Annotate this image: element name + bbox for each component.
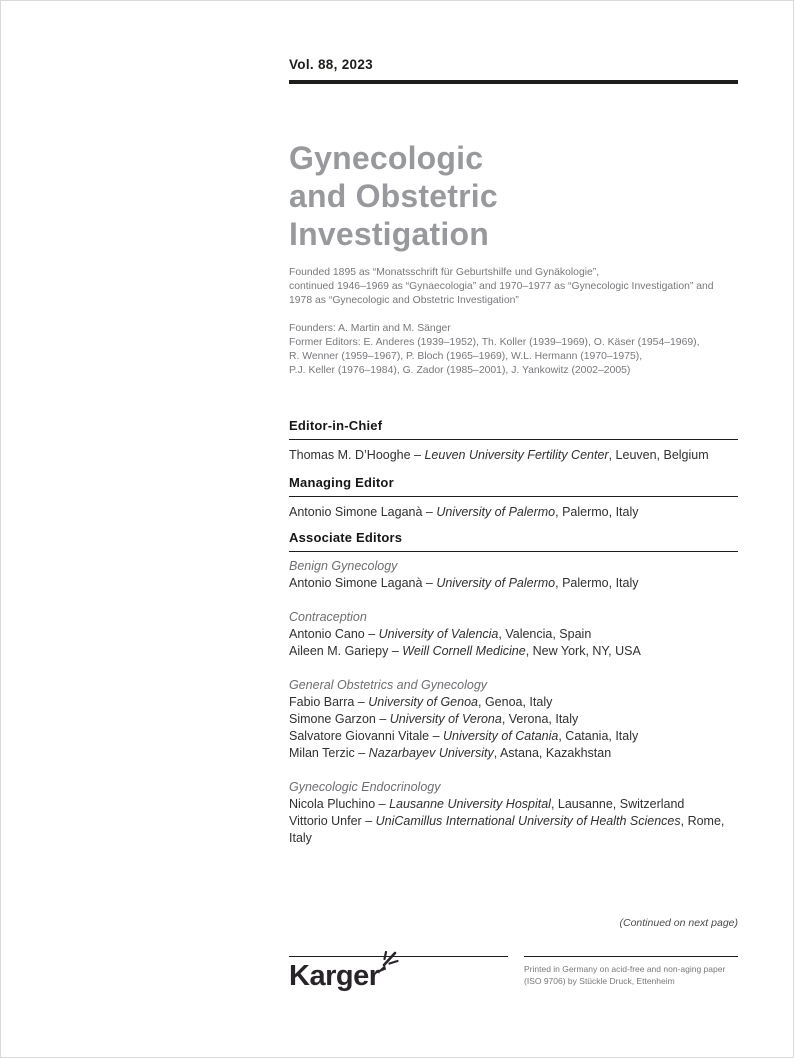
group-topic: Contraception (289, 610, 367, 624)
section-managing-editor (289, 475, 738, 521)
karger-logo-mark-icon (373, 951, 399, 976)
section-associate-editors (289, 530, 738, 847)
masthead-rule (289, 80, 738, 84)
editor-entry: Antonio Simone Laganà – University of Palermo, Palermo, Italy (289, 576, 639, 590)
group-topic: General Obstetrics and Gynecology (289, 678, 488, 692)
page-content (289, 1, 738, 1057)
karger-logo (289, 960, 508, 993)
editor-entry: Aileen M. Gariepy – Weill Cornell Medicine, New York, NY, USA (289, 644, 641, 658)
associate-group-general-obstetrics (289, 677, 738, 762)
associate-group-contraception (289, 609, 738, 660)
editor-entry: Thomas M. D’Hooghe – Leuven University Fertility Center, Leuven, Belgium (289, 448, 709, 462)
editor-entry: Fabio Barra – University of Genoa, Genoa, Italy (289, 695, 553, 709)
section-heading-associate-editors: Associate Editors (289, 530, 738, 552)
karger-wordmark: Karger (289, 960, 380, 992)
group-topic: Benign Gynecology (289, 559, 398, 573)
editor-entry: Simone Garzon – University of Verona, Verona, Italy (289, 712, 579, 726)
editor-entry: Milan Terzic – Nazarbayev University, Astana, Kazakhstan (289, 746, 612, 760)
editor-entry: Antonio Simone Laganà – University of Palermo, Palermo, Italy (289, 505, 639, 519)
volume-label: Vol. 88, 2023 (289, 57, 373, 72)
journal-title: Gynecologic and Obstetric Investigation (289, 140, 498, 253)
journal-history: Founded 1895 as “Monatsschrift für Geburtshilfe und Gynäkologie”, continued 1946–1969 as “Gynaecologia” and 1970–1977 as “Gynecologic Investigation” and 1978 as “Gynecologic and Obstetric Investigation” (289, 267, 714, 306)
section-heading-editor-in-chief: Editor-in-Chief (289, 418, 738, 440)
editor-entry: Salvatore Giovanni Vitale – University of Catania, Catania, Italy (289, 729, 639, 743)
footer-publisher-column (289, 956, 508, 993)
footer-print-column (524, 956, 738, 987)
editor-entry: Nicola Pluchino – Lausanne University Hospital, Lausanne, Switzerland (289, 797, 685, 811)
editor-entry: Antonio Cano – University of Valencia, Valencia, Spain (289, 627, 592, 641)
associate-group-gynecologic-endocrinology (289, 779, 738, 847)
continued-note: (Continued on next page) (619, 917, 738, 929)
section-heading-managing-editor: Managing Editor (289, 475, 738, 497)
group-topic: Gynecologic Endocrinology (289, 780, 441, 794)
editor-entry: Vittorio Unfer – UniCamillus International University of Health Sciences, Rome, Italy (289, 814, 725, 845)
section-editor-in-chief (289, 418, 738, 464)
print-info: Printed in Germany on acid-free and non-aging paper (ISO 9706) by Stückle Druck, Ettenheim (524, 964, 726, 986)
associate-group-benign-gynecology (289, 558, 738, 592)
journal-founders: Founders: A. Martin and M. Sänger Former Editors: E. Anderes (1939–1952), Th. Koller (1939–1969), O. Käser (1954–1969), R. Wenner (1959–1967), P. Bloch (1965–1969), W.L. Hermann (1970–1975), P.J. Keller (1976–1984), G. Zador (1985–2001), J. Yankowitz (2002–2005) (289, 323, 700, 376)
